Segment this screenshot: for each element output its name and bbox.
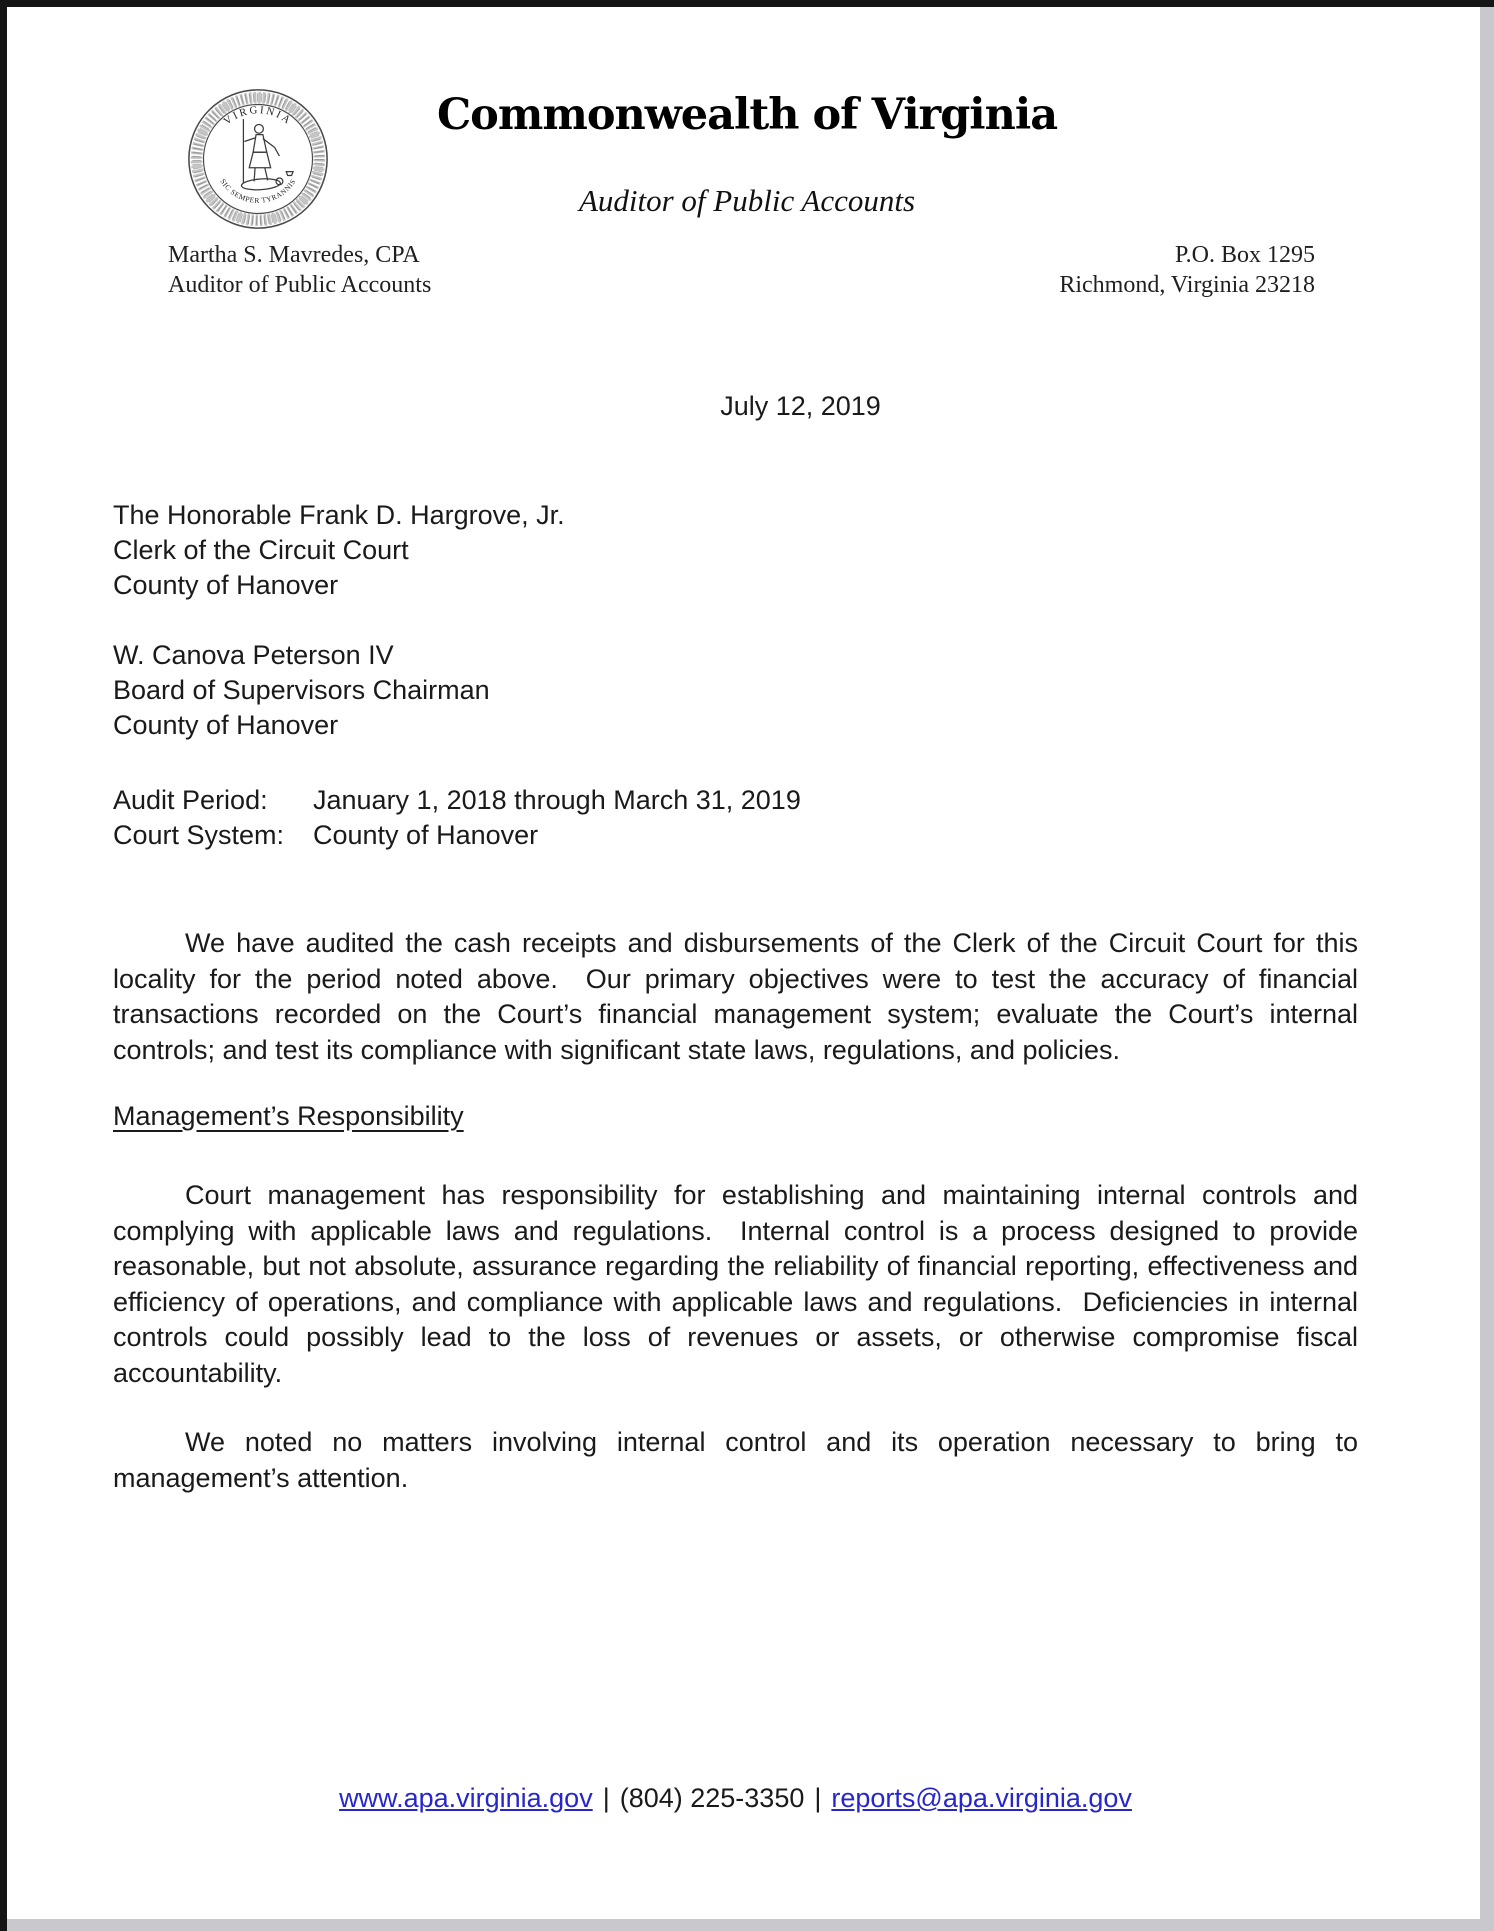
court-system-value: County of Hanover [313, 820, 539, 850]
court-system-label: Court System: [113, 820, 285, 850]
official-name: Martha S. Mavredes, CPA [168, 242, 420, 268]
phone-number: (804) 225-3350 [619, 1783, 805, 1813]
recipient-line: Board of Supervisors Chairman [113, 675, 490, 705]
recipient-line: County of Hanover [113, 710, 339, 740]
court-system-line [113, 818, 801, 853]
audit-period-value: January 1, 2018 through March 31, 2019 [313, 785, 801, 815]
paragraph-management-responsibility: Court management has responsibility for establishing and maintaining internal controls and complying with applicable laws and regulations. Internal control is a process designed to provide reasonable, but not absolute, assurance regarding the reliability of financial reporting, effectiveness and efficiency of operations, and compliance with applicable laws and regulations. Deficiencies in internal controls could possibly lead to the loss of revenues or assets, or otherwise compromise fiscal accountability. [113, 1180, 1366, 1388]
letter-date: July 12, 2019 [720, 391, 881, 421]
email-link[interactable]: reports@apa.virginia.gov [831, 1783, 1132, 1813]
paragraph-audit-scope: We have audited the cash receipts and disbursements of the Clerk of the Circuit Court for this locality for the period noted above. Our primary objectives were to test the accuracy of financial transactions recorded on the Court’s financial management system; evaluate the Court’s internal controls; and test its compliance with significant state laws, regulations, and policies. [113, 928, 1366, 1065]
seal-bottom-text: SIC SEMPER TYRANNIS [218, 177, 298, 205]
footer-separator: | [814, 1783, 822, 1813]
official-info [168, 240, 431, 300]
audit-period-label: Audit Period: [113, 785, 268, 815]
page-border-left [0, 0, 7, 1931]
section-heading-managements-responsibility: Management’s Responsibility [113, 1101, 464, 1131]
paragraph-no-matters-noted: We noted no matters involving internal control and its operation necessary to bring to management’s attention. [113, 1427, 1366, 1493]
recipient-line: W. Canova Peterson IV [113, 640, 394, 670]
official-title: Auditor of Public Accounts [168, 272, 432, 298]
footer-separator: | [602, 1783, 610, 1813]
return-address [1059, 240, 1315, 300]
audit-info [113, 783, 801, 853]
letterhead-title: Commonwealth of Virginia [436, 90, 1058, 140]
audit-period-line [113, 783, 801, 818]
page-border-bottom [0, 1919, 1494, 1931]
letterhead-subtitle: Auditor of Public Accounts [578, 183, 916, 218]
page-border-right [1480, 0, 1494, 1931]
spacer [113, 603, 565, 638]
seal-top-text: VIRGINIA [221, 104, 295, 128]
footer-contact-line [113, 1783, 1358, 1814]
website-link[interactable]: www.apa.virginia.gov [339, 1783, 593, 1813]
recipient-line: County of Hanover [113, 570, 339, 600]
po-box-line: P.O. Box 1295 [1174, 242, 1315, 268]
recipient-line: The Honorable Frank D. Hargrove, Jr. [113, 500, 565, 530]
city-state-zip-line: Richmond, Virginia 23218 [1059, 272, 1315, 298]
recipient-blocks [113, 498, 565, 743]
recipient-line: Clerk of the Circuit Court [113, 535, 409, 565]
page-border-top [0, 0, 1494, 7]
